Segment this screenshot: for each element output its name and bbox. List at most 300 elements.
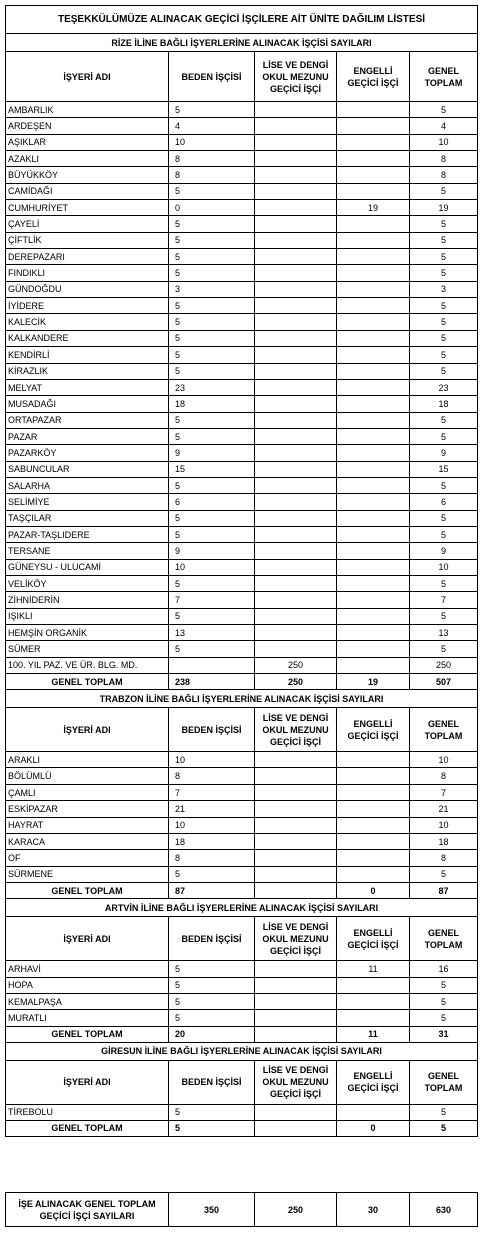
cell-workplace: MURATLI	[6, 1010, 169, 1026]
section-title-row	[6, 34, 478, 52]
table-row	[6, 817, 478, 833]
total-engelli: 11	[337, 1026, 410, 1042]
cell-engelli	[337, 314, 410, 330]
header-lise: LİSE VE DENGİ OKUL MEZUNU GEÇİCİ İŞÇİ	[255, 1060, 337, 1104]
cell-lise	[255, 477, 337, 493]
table-row	[6, 866, 478, 882]
cell-genel: 5	[410, 232, 478, 248]
cell-engelli	[337, 461, 410, 477]
cell-engelli	[337, 526, 410, 542]
cell-lise	[255, 183, 337, 199]
total-genel: 31	[410, 1026, 478, 1042]
cell-beden: 5	[169, 314, 255, 330]
cell-beden: 5	[169, 1104, 255, 1120]
cell-genel: 6	[410, 494, 478, 510]
header-genel: GENEL TOPLAM	[410, 917, 478, 961]
grand-total-table	[5, 1192, 478, 1227]
cell-engelli	[337, 866, 410, 882]
cell-lise	[255, 134, 337, 150]
table-row	[6, 249, 478, 265]
cell-workplace: ARHAVİ	[6, 961, 169, 977]
table-row	[6, 232, 478, 248]
cell-engelli	[337, 559, 410, 575]
cell-genel: 5	[410, 249, 478, 265]
cell-lise	[255, 833, 337, 849]
cell-workplace: AZAKLI	[6, 151, 169, 167]
header-lise: LİSE VE DENGİ OKUL MEZUNU GEÇİCİ İŞÇİ	[255, 52, 337, 102]
cell-engelli	[337, 784, 410, 800]
cell-engelli	[337, 833, 410, 849]
table-row	[6, 379, 478, 395]
section-title-row	[6, 1042, 478, 1060]
cell-engelli	[337, 543, 410, 559]
cell-beden: 4	[169, 118, 255, 134]
total-beden: 238	[169, 674, 255, 690]
cell-lise	[255, 510, 337, 526]
cell-beden: 5	[169, 1010, 255, 1026]
section-total-row	[6, 1026, 478, 1042]
header-genel: GENEL TOPLAM	[410, 708, 478, 752]
cell-genel: 5	[410, 298, 478, 314]
cell-genel: 5	[410, 428, 478, 444]
cell-beden: 5	[169, 977, 255, 993]
cell-beden: 8	[169, 167, 255, 183]
cell-beden	[169, 657, 255, 673]
cell-genel: 7	[410, 592, 478, 608]
cell-workplace: ÇAYELİ	[6, 216, 169, 232]
cell-workplace: SELİMİYE	[6, 494, 169, 510]
cell-lise	[255, 379, 337, 395]
cell-beden: 5	[169, 608, 255, 624]
cell-beden: 5	[169, 641, 255, 657]
cell-workplace: KALKANDERE	[6, 330, 169, 346]
header-name: İŞYERİ ADI	[6, 1060, 169, 1104]
cell-lise	[255, 445, 337, 461]
cell-lise	[255, 151, 337, 167]
cell-workplace: ARDEŞEN	[6, 118, 169, 134]
cell-lise	[255, 249, 337, 265]
cell-lise	[255, 1010, 337, 1026]
cell-engelli	[337, 412, 410, 428]
total-beden: 20	[169, 1026, 255, 1042]
table-row	[6, 281, 478, 297]
grand-total-genel: 630	[410, 1193, 478, 1227]
header-row	[6, 52, 478, 102]
cell-workplace: GÜNEYSU - ULUCAMİ	[6, 559, 169, 575]
table-row	[6, 1104, 478, 1120]
cell-engelli	[337, 216, 410, 232]
cell-genel: 5	[410, 477, 478, 493]
header-name: İŞYERİ ADI	[6, 708, 169, 752]
cell-genel: 3	[410, 281, 478, 297]
cell-genel: 5	[410, 216, 478, 232]
cell-lise	[255, 608, 337, 624]
distribution-table	[5, 5, 478, 1137]
cell-lise	[255, 752, 337, 768]
cell-lise	[255, 977, 337, 993]
cell-beden: 8	[169, 850, 255, 866]
cell-workplace: İYİDERE	[6, 298, 169, 314]
table-row	[6, 1010, 478, 1026]
cell-engelli	[337, 1104, 410, 1120]
cell-beden: 5	[169, 265, 255, 281]
total-lise	[255, 1120, 337, 1136]
cell-beden: 5	[169, 866, 255, 882]
section-total-row	[6, 1120, 478, 1136]
total-label: GENEL TOPLAM	[6, 1120, 169, 1136]
table-row	[6, 102, 478, 118]
title-row	[6, 6, 478, 34]
cell-engelli	[337, 265, 410, 281]
section-title-row	[6, 899, 478, 917]
cell-lise	[255, 575, 337, 591]
total-beden: 5	[169, 1120, 255, 1136]
total-beden: 87	[169, 883, 255, 899]
cell-genel: 5	[410, 363, 478, 379]
cell-workplace: PAZAR-TAŞLIDERE	[6, 526, 169, 542]
cell-engelli	[337, 232, 410, 248]
cell-workplace: KENDİRLİ	[6, 347, 169, 363]
cell-genel: 250	[410, 657, 478, 673]
cell-workplace: KALECİK	[6, 314, 169, 330]
cell-workplace: DEREPAZARI	[6, 249, 169, 265]
cell-beden: 5	[169, 232, 255, 248]
cell-genel: 5	[410, 993, 478, 1009]
cell-engelli	[337, 801, 410, 817]
cell-lise	[255, 363, 337, 379]
cell-beden: 10	[169, 559, 255, 575]
cell-engelli	[337, 993, 410, 1009]
table-row	[6, 298, 478, 314]
cell-beden: 5	[169, 363, 255, 379]
cell-workplace: HAYRAT	[6, 817, 169, 833]
cell-lise: 250	[255, 657, 337, 673]
cell-workplace: BÖLÜMLÜ	[6, 768, 169, 784]
cell-genel: 21	[410, 801, 478, 817]
table-row	[6, 657, 478, 673]
cell-workplace: CUMHURİYET	[6, 200, 169, 216]
cell-beden: 8	[169, 768, 255, 784]
cell-beden: 5	[169, 102, 255, 118]
cell-genel: 5	[410, 412, 478, 428]
cell-workplace: CAMİDAĞI	[6, 183, 169, 199]
cell-beden: 5	[169, 249, 255, 265]
cell-workplace: TERSANE	[6, 543, 169, 559]
table-row	[6, 543, 478, 559]
total-lise	[255, 883, 337, 899]
cell-workplace: MELYAT	[6, 379, 169, 395]
cell-beden: 18	[169, 833, 255, 849]
cell-workplace: ORTAPAZAR	[6, 412, 169, 428]
table-row	[6, 850, 478, 866]
cell-engelli	[337, 102, 410, 118]
header-row	[6, 708, 478, 752]
table-row	[6, 784, 478, 800]
section-title: TRABZON İLİNE BAĞLI İŞYERLERİNE ALINACAK İŞÇİSİ SAYILARI	[6, 690, 478, 708]
cell-beden: 21	[169, 801, 255, 817]
cell-engelli	[337, 608, 410, 624]
grand-total-row	[6, 1193, 478, 1227]
cell-lise	[255, 768, 337, 784]
cell-genel: 5	[410, 1104, 478, 1120]
cell-engelli	[337, 1010, 410, 1026]
cell-engelli	[337, 428, 410, 444]
header-row	[6, 917, 478, 961]
table-row	[6, 200, 478, 216]
cell-genel: 8	[410, 768, 478, 784]
cell-workplace: KEMALPAŞA	[6, 993, 169, 1009]
cell-lise	[255, 314, 337, 330]
header-beden: BEDEN İŞÇİSİ	[169, 52, 255, 102]
cell-lise	[255, 993, 337, 1009]
table-row	[6, 347, 478, 363]
cell-workplace: SÜRMENE	[6, 866, 169, 882]
cell-workplace: PAZAR	[6, 428, 169, 444]
cell-genel: 5	[410, 977, 478, 993]
cell-engelli	[337, 494, 410, 510]
cell-lise	[255, 543, 337, 559]
header-row	[6, 1060, 478, 1104]
cell-genel: 5	[410, 1010, 478, 1026]
cell-engelli	[337, 592, 410, 608]
cell-lise	[255, 494, 337, 510]
cell-engelli: 19	[337, 200, 410, 216]
cell-workplace: HOPA	[6, 977, 169, 993]
cell-beden: 5	[169, 477, 255, 493]
cell-lise	[255, 461, 337, 477]
cell-genel: 5	[410, 510, 478, 526]
header-beden: BEDEN İŞÇİSİ	[169, 1060, 255, 1104]
cell-genel: 5	[410, 183, 478, 199]
cell-beden: 5	[169, 330, 255, 346]
cell-genel: 4	[410, 118, 478, 134]
cell-beden: 9	[169, 543, 255, 559]
cell-beden: 6	[169, 494, 255, 510]
cell-genel: 5	[410, 608, 478, 624]
cell-beden: 9	[169, 445, 255, 461]
cell-genel: 8	[410, 850, 478, 866]
cell-lise	[255, 347, 337, 363]
cell-workplace: OF	[6, 850, 169, 866]
cell-lise	[255, 298, 337, 314]
total-label: GENEL TOPLAM	[6, 883, 169, 899]
cell-workplace: ÇAMLI	[6, 784, 169, 800]
header-beden: BEDEN İŞÇİSİ	[169, 708, 255, 752]
table-row	[6, 752, 478, 768]
cell-lise	[255, 1104, 337, 1120]
cell-genel: 10	[410, 559, 478, 575]
cell-workplace: HEMŞİN ORGANİK	[6, 625, 169, 641]
cell-lise	[255, 281, 337, 297]
total-engelli: 0	[337, 1120, 410, 1136]
cell-lise	[255, 167, 337, 183]
cell-workplace: ÇİFTLİK	[6, 232, 169, 248]
section-title: RİZE İLİNE BAĞLI İŞYERLERİNE ALINACAK İŞÇİSİ SAYILARI	[6, 34, 478, 52]
cell-genel: 19	[410, 200, 478, 216]
cell-lise	[255, 801, 337, 817]
cell-beden: 10	[169, 817, 255, 833]
table-row	[6, 216, 478, 232]
grand-total-lise: 250	[255, 1193, 337, 1227]
cell-beden: 8	[169, 151, 255, 167]
cell-lise	[255, 817, 337, 833]
table-row	[6, 134, 478, 150]
cell-lise	[255, 232, 337, 248]
cell-lise	[255, 850, 337, 866]
cell-workplace: VELİKÖY	[6, 575, 169, 591]
table-row	[6, 801, 478, 817]
grand-total-beden: 350	[169, 1193, 255, 1227]
cell-beden: 5	[169, 347, 255, 363]
cell-lise	[255, 200, 337, 216]
header-engelli: ENGELLİ GEÇİCİ İŞÇİ	[337, 52, 410, 102]
table-row	[6, 510, 478, 526]
cell-beden: 7	[169, 784, 255, 800]
cell-beden: 5	[169, 510, 255, 526]
cell-workplace: KARACA	[6, 833, 169, 849]
table-row	[6, 461, 478, 477]
cell-genel: 5	[410, 575, 478, 591]
cell-engelli	[337, 249, 410, 265]
table-row	[6, 592, 478, 608]
header-genel: GENEL TOPLAM	[410, 52, 478, 102]
table-row	[6, 412, 478, 428]
cell-genel: 13	[410, 625, 478, 641]
cell-genel: 5	[410, 314, 478, 330]
cell-lise	[255, 396, 337, 412]
cell-beden: 13	[169, 625, 255, 641]
cell-workplace: SALARHA	[6, 477, 169, 493]
cell-lise	[255, 625, 337, 641]
cell-beden: 5	[169, 298, 255, 314]
table-row	[6, 183, 478, 199]
cell-workplace: ZİHNİDERİN	[6, 592, 169, 608]
table-row	[6, 575, 478, 591]
total-lise: 250	[255, 674, 337, 690]
cell-beden: 15	[169, 461, 255, 477]
cell-workplace: BÜYÜKKÖY	[6, 167, 169, 183]
header-lise: LİSE VE DENGİ OKUL MEZUNU GEÇİCİ İŞÇİ	[255, 917, 337, 961]
cell-genel: 5	[410, 526, 478, 542]
table-row	[6, 641, 478, 657]
cell-workplace: AŞIKLAR	[6, 134, 169, 150]
cell-workplace: SÜMER	[6, 641, 169, 657]
cell-engelli	[337, 817, 410, 833]
cell-beden: 5	[169, 183, 255, 199]
header-engelli: ENGELLİ GEÇİCİ İŞÇİ	[337, 1060, 410, 1104]
cell-engelli	[337, 298, 410, 314]
cell-genel: 10	[410, 134, 478, 150]
cell-engelli	[337, 363, 410, 379]
cell-beden: 23	[169, 379, 255, 395]
cell-workplace: ESKİPAZAR	[6, 801, 169, 817]
section-total-row	[6, 883, 478, 899]
cell-workplace: IŞIKLI	[6, 608, 169, 624]
cell-lise	[255, 102, 337, 118]
table-row	[6, 314, 478, 330]
table-row	[6, 477, 478, 493]
cell-beden: 5	[169, 575, 255, 591]
cell-beden: 0	[169, 200, 255, 216]
table-row	[6, 396, 478, 412]
total-engelli: 19	[337, 674, 410, 690]
cell-genel: 15	[410, 461, 478, 477]
cell-genel: 5	[410, 330, 478, 346]
total-label: GENEL TOPLAM	[6, 1026, 169, 1042]
table-row	[6, 151, 478, 167]
section-title: ARTVİN İLİNE BAĞLI İŞYERLERİNE ALINACAK İŞÇİSİ SAYILARI	[6, 899, 478, 917]
total-genel: 5	[410, 1120, 478, 1136]
cell-lise	[255, 784, 337, 800]
cell-beden: 18	[169, 396, 255, 412]
cell-genel: 10	[410, 817, 478, 833]
cell-workplace: 100. YIL PAZ. VE ÜR. BLG. MD.	[6, 657, 169, 673]
page-title: TEŞEKKÜLÜMÜZE ALINACAK GEÇİCİ İŞÇİLERE AİT ÜNİTE DAĞILIM LİSTESİ	[6, 6, 478, 34]
table-row	[6, 118, 478, 134]
cell-engelli	[337, 768, 410, 784]
cell-lise	[255, 559, 337, 575]
table-row	[6, 428, 478, 444]
table-row	[6, 559, 478, 575]
cell-workplace: MUSADAĞI	[6, 396, 169, 412]
cell-engelli	[337, 151, 410, 167]
cell-workplace: GÜNDOĞDU	[6, 281, 169, 297]
cell-genel: 23	[410, 379, 478, 395]
cell-beden: 5	[169, 993, 255, 1009]
cell-engelli	[337, 510, 410, 526]
cell-engelli	[337, 330, 410, 346]
header-engelli: ENGELLİ GEÇİCİ İŞÇİ	[337, 917, 410, 961]
cell-workplace: AMBARLIK	[6, 102, 169, 118]
cell-engelli	[337, 752, 410, 768]
cell-engelli: 11	[337, 961, 410, 977]
cell-genel: 10	[410, 752, 478, 768]
table-row	[6, 961, 478, 977]
total-engelli: 0	[337, 883, 410, 899]
table-row	[6, 833, 478, 849]
cell-workplace: TAŞÇILAR	[6, 510, 169, 526]
table-row	[6, 993, 478, 1009]
cell-lise	[255, 265, 337, 281]
cell-genel: 7	[410, 784, 478, 800]
cell-lise	[255, 866, 337, 882]
section-total-row	[6, 674, 478, 690]
total-label: GENEL TOPLAM	[6, 674, 169, 690]
total-genel: 87	[410, 883, 478, 899]
cell-workplace: PAZARKÖY	[6, 445, 169, 461]
grand-total-engelli: 30	[337, 1193, 410, 1227]
table-row	[6, 445, 478, 461]
cell-engelli	[337, 445, 410, 461]
cell-engelli	[337, 575, 410, 591]
cell-lise	[255, 592, 337, 608]
cell-beden: 5	[169, 961, 255, 977]
cell-lise	[255, 412, 337, 428]
cell-lise	[255, 330, 337, 346]
cell-genel: 5	[410, 347, 478, 363]
cell-beden: 5	[169, 428, 255, 444]
cell-workplace: KİRAZLIK	[6, 363, 169, 379]
cell-engelli	[337, 118, 410, 134]
header-name: İŞYERİ ADI	[6, 52, 169, 102]
cell-workplace: ARAKLI	[6, 752, 169, 768]
cell-engelli	[337, 347, 410, 363]
header-lise: LİSE VE DENGİ OKUL MEZUNU GEÇİCİ İŞÇİ	[255, 708, 337, 752]
table-row	[6, 363, 478, 379]
cell-lise	[255, 641, 337, 657]
cell-engelli	[337, 641, 410, 657]
header-beden: BEDEN İŞÇİSİ	[169, 917, 255, 961]
